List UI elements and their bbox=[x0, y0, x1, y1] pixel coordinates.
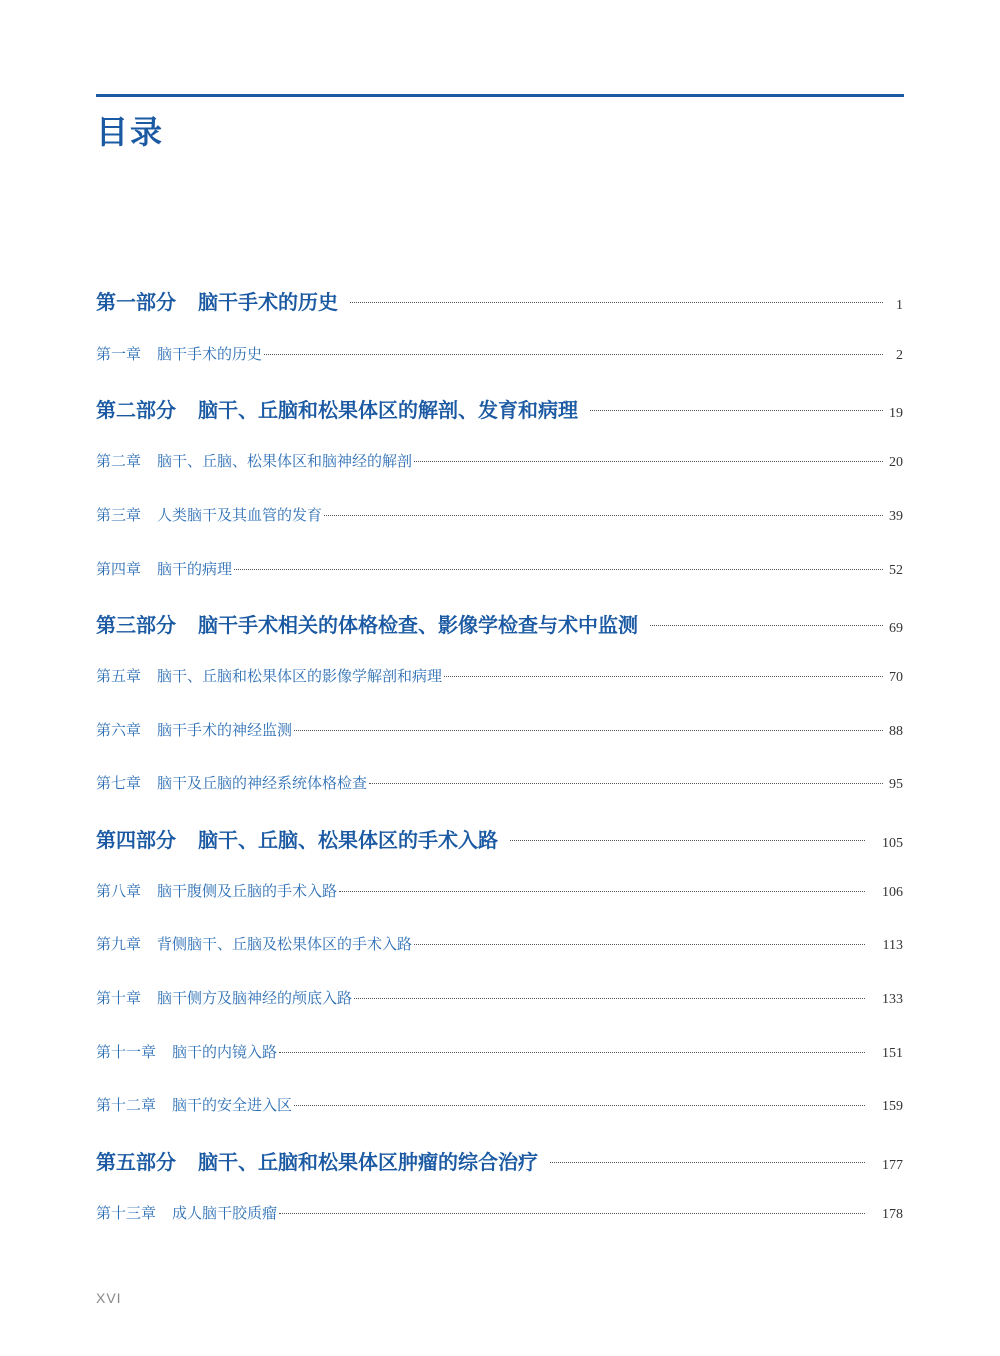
toc-chapter-1[interactable] bbox=[96, 342, 903, 366]
page-number: 133 bbox=[882, 992, 903, 1007]
chapter-label: 第九章 bbox=[96, 935, 142, 953]
page-number: 159 bbox=[882, 1099, 903, 1114]
chapter-label: 第十三章 bbox=[96, 1204, 157, 1222]
toc-chapter-6[interactable] bbox=[96, 718, 903, 742]
chapter-label: 第五章 bbox=[96, 667, 142, 685]
chapter-title: 成人脑干胶质瘤 bbox=[172, 1204, 278, 1222]
page-number: 2 bbox=[896, 348, 903, 363]
toc-chapter-9[interactable] bbox=[96, 932, 903, 956]
part-title: 脑干手术的历史 bbox=[198, 290, 338, 314]
page-number: 20 bbox=[889, 455, 903, 470]
dot-leader bbox=[414, 943, 865, 945]
dot-leader bbox=[294, 729, 883, 731]
part-title: 脑干、丘脑和松果体区肿瘤的综合治疗 bbox=[198, 1150, 538, 1174]
part-title: 脑干手术相关的体格检查、影像学检查与术中监测 bbox=[198, 613, 638, 637]
part-title: 脑干、丘脑和松果体区的解剖、发育和病理 bbox=[198, 398, 578, 422]
chapter-title: 人类脑干及其血管的发育 bbox=[157, 506, 323, 524]
page-number: 95 bbox=[889, 777, 903, 792]
chapter-label: 第七章 bbox=[96, 774, 142, 792]
dot-leader bbox=[590, 409, 883, 411]
chapter-title: 脑干及丘脑的神经系统体格检查 bbox=[157, 774, 368, 792]
dot-leader bbox=[354, 997, 865, 999]
chapter-label: 第六章 bbox=[96, 721, 142, 739]
page-title: 目录 bbox=[96, 113, 165, 151]
toc-chapter-5[interactable] bbox=[96, 664, 903, 688]
part-label: 第一部分 bbox=[96, 290, 176, 314]
toc-chapter-2[interactable] bbox=[96, 449, 903, 473]
chapter-label: 第十二章 bbox=[96, 1096, 157, 1114]
chapter-title: 脑干侧方及脑神经的颅底入路 bbox=[157, 989, 353, 1007]
chapter-label: 第四章 bbox=[96, 560, 142, 578]
part-title: 脑干、丘脑、松果体区的手术入路 bbox=[198, 828, 498, 852]
toc-chapter-12[interactable] bbox=[96, 1093, 903, 1117]
chapter-label: 第十一章 bbox=[96, 1043, 157, 1061]
dot-leader bbox=[650, 624, 883, 626]
dot-leader bbox=[444, 675, 883, 677]
dot-leader bbox=[350, 301, 883, 303]
page-number: 1 bbox=[896, 298, 903, 313]
dot-leader bbox=[339, 890, 865, 892]
page-number: 106 bbox=[882, 885, 903, 900]
page-number: 177 bbox=[882, 1158, 903, 1173]
toc-part-5[interactable] bbox=[96, 1147, 903, 1177]
chapter-title: 脑干的病理 bbox=[157, 560, 233, 578]
chapter-label: 第三章 bbox=[96, 506, 142, 524]
table-of-contents bbox=[96, 0, 903, 1356]
chapter-title: 脑干手术的历史 bbox=[157, 345, 263, 363]
chapter-title: 背侧脑干、丘脑及松果体区的手术入路 bbox=[157, 935, 413, 953]
toc-chapter-11[interactable] bbox=[96, 1040, 903, 1064]
chapter-title: 脑干的内镜入路 bbox=[172, 1043, 278, 1061]
part-label: 第五部分 bbox=[96, 1150, 176, 1174]
chapter-title: 脑干的安全进入区 bbox=[172, 1096, 293, 1114]
page-folio: XVI bbox=[96, 1290, 122, 1306]
toc-chapter-3[interactable] bbox=[96, 503, 903, 527]
toc-chapter-8[interactable] bbox=[96, 879, 903, 903]
page-number: 105 bbox=[882, 836, 903, 851]
chapter-label: 第一章 bbox=[96, 345, 142, 363]
page-number: 88 bbox=[889, 724, 903, 739]
page-number: 52 bbox=[889, 563, 903, 578]
page-number: 70 bbox=[889, 670, 903, 685]
chapter-label: 第十章 bbox=[96, 989, 142, 1007]
chapter-title: 脑干手术的神经监测 bbox=[157, 721, 293, 739]
dot-leader bbox=[414, 460, 883, 462]
page-number: 39 bbox=[889, 509, 903, 524]
part-label: 第三部分 bbox=[96, 613, 176, 637]
dot-leader bbox=[294, 1104, 865, 1106]
chapter-label: 第八章 bbox=[96, 882, 142, 900]
page-number: 151 bbox=[882, 1046, 903, 1061]
page-number: 69 bbox=[889, 621, 903, 636]
part-label: 第二部分 bbox=[96, 398, 176, 422]
toc-chapter-4[interactable] bbox=[96, 557, 903, 581]
toc-chapter-13[interactable] bbox=[96, 1201, 903, 1225]
page-number: 19 bbox=[889, 406, 903, 421]
chapter-title: 脑干、丘脑、松果体区和脑神经的解剖 bbox=[157, 452, 413, 470]
dot-leader bbox=[279, 1212, 865, 1214]
chapter-title: 脑干腹侧及丘脑的手术入路 bbox=[157, 882, 338, 900]
page-number: 113 bbox=[882, 938, 903, 953]
chapter-title: 脑干、丘脑和松果体区的影像学解剖和病理 bbox=[157, 667, 443, 685]
toc-part-4[interactable] bbox=[96, 825, 903, 855]
page-number: 178 bbox=[882, 1207, 903, 1222]
toc-part-2[interactable] bbox=[96, 395, 903, 425]
part-label: 第四部分 bbox=[96, 828, 176, 852]
dot-leader bbox=[369, 782, 883, 784]
toc-part-3[interactable] bbox=[96, 610, 903, 640]
dot-leader bbox=[324, 514, 883, 516]
toc-chapter-7[interactable] bbox=[96, 771, 903, 795]
toc-part-1[interactable] bbox=[96, 287, 903, 317]
dot-leader bbox=[279, 1051, 865, 1053]
chapter-label: 第二章 bbox=[96, 452, 142, 470]
dot-leader bbox=[264, 353, 883, 355]
toc-chapter-10[interactable] bbox=[96, 986, 903, 1010]
dot-leader bbox=[234, 568, 883, 570]
dot-leader bbox=[550, 1161, 865, 1163]
dot-leader bbox=[510, 839, 865, 841]
